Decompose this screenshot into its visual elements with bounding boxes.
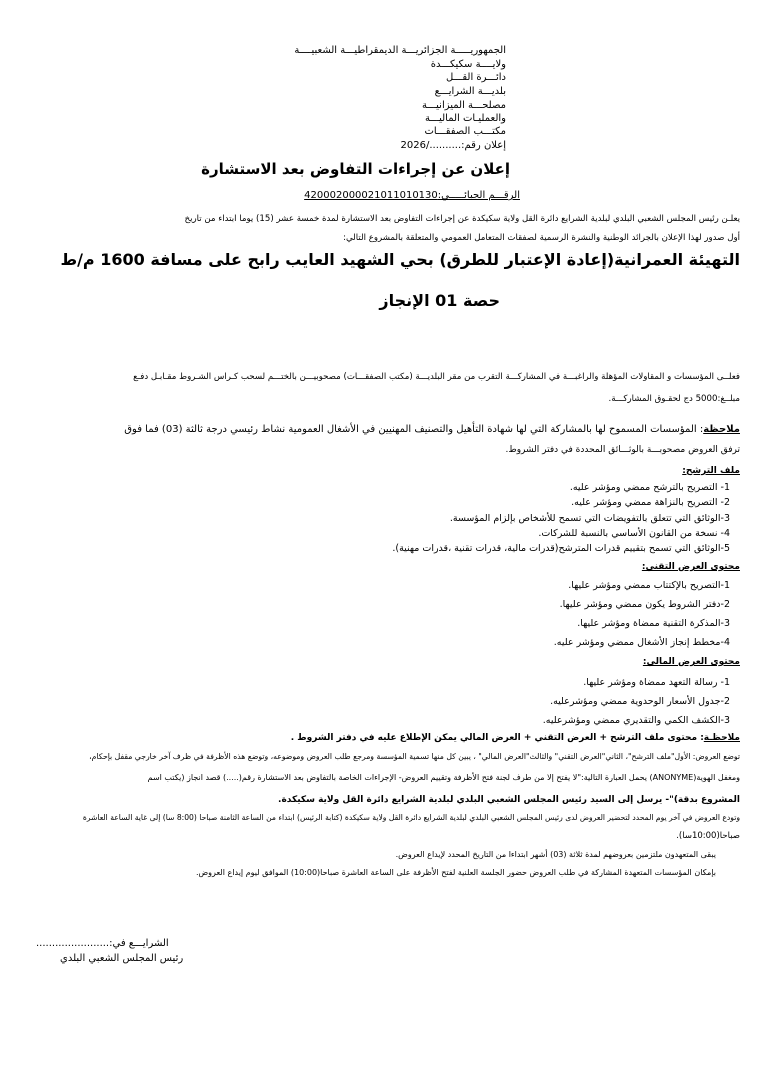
header-service: مصلحـــة الميزانيـــة [422, 100, 506, 111]
note-line [124, 424, 740, 435]
technical-heading: محتوى العرض التقني: [641, 562, 740, 572]
note-text: : المؤسسات المسموح لها بالمشاركة التي لها شهادة التأهيل والتصنيف المهنيين في الأشغال العمومية نشاط رئيسي درجة ثالثة (03) فما فوق [124, 424, 704, 435]
remark-text: : محتوى ملف الترشح + العرض التقني + العرض المالي يمكن الإطلاع عليه في دفتر الشروط . [290, 733, 704, 743]
validity-text: يبقى المتعهدون ملتزمين بعروضهم لمدة ثلاثة (03) أشهر ابتداءا من التاريخ المحدد لإيداع العروض. [395, 850, 716, 859]
technical-item: 2-دفتر الشروط يكون ممضي ومؤشر عليها. [559, 599, 730, 610]
technical-item: 4-مخطط إنجاز الأشغال ممضي ومؤشر عليه. [553, 637, 730, 648]
header-office: مكتـــب الصفقـــات [424, 126, 506, 137]
header-operations: والعمليـات الماليـــة [424, 113, 506, 124]
technical-item: 3-المذكرة التقنية ممضاة ومؤشر عليها. [577, 618, 730, 629]
remark-line [291, 733, 740, 743]
technical-item: 1-التصريح بالإكتتاب ممضي ومؤشر عليها. [568, 580, 730, 591]
candidacy-item: 2- التصريح بالنزاهة ممضي ومؤشر عليه. [571, 497, 730, 508]
financial-item: 3-الكشف الكمي والتقديري ممضي ومؤشرعليه. [542, 715, 730, 726]
signature-role: رئيس المجلس الشعبي البلدي [60, 953, 184, 964]
invite-line-2: مبلــغ:5000 دج لحقـوق المشاركـــة. [608, 394, 740, 404]
placement-line-1: توضع العروض: الأول"ملف الترشح"، الثاني"العرض التقني" والثالث"العرض المالي" ، يبين كل منها تسمية المؤسسة ومرجع طلب العروض وموضوعه، وتوضع هذه الأظرفة في ظرف آخر خارجي مقفل بإحكام، [89, 752, 740, 761]
candidacy-item: 3-الوثائق التي تتعلق بالتفويضات التي تسمح للأشخاص بإلزام المؤسسة. [449, 513, 730, 524]
opening-text: بإمكان المؤسسات المتعهدة المشاركة في طلب العروض حضور الجلسة العلنية لفتح الأظرفة على الساعة العاشرة صباحا(10:00) الموافق ليوم إيداع العروض. [195, 868, 716, 877]
placement-line-2: ومغفل الهوية(ANONYME) يحمل العبارة التالية:"لا يفتح إلا من طرف لجنة فتح الأظرفة وتقييم العروض- الإجراءات الخاصة بالتفاوض بعد الاستشارة رقم(.....) قصد انجاز (يكتب اسم [147, 773, 740, 782]
page-title: إعلان عن إجراءات التفاوض بعد الاستشارة [201, 160, 510, 178]
header-wilaya: ولايــــة سكيكـــدة [430, 59, 506, 70]
intro-line-2: أول صدور لهذا الإعلان بالجرائد الوطنية والنشرة الرسمية لصفقات المتعامل العمومي والمتعلقة بالمشروع التالي: [343, 233, 740, 243]
announcement-number: إعلان رقم:........../2026 [400, 140, 506, 151]
remark-label: ملاحظـة [703, 733, 740, 743]
lot-title: حصة 01 الإنجاز [379, 291, 500, 310]
intro-line-1: يعلـن رئيس المجلس الشعبي البلدي لبلدية الشرايع دائرة القل ولاية سكيكدة عن إجراءات التفاوض بعد الاستشارة لمدة خمسة عشر (15) يوما ابتداء من تاريخ [184, 214, 740, 224]
candidacy-item: 1- التصريح بالترشح ممضي ومؤشر عليه. [569, 482, 730, 493]
financial-item: 1- رسالة التعهد ممضاة ومؤشر عليها. [583, 677, 730, 688]
header-daira: دائـــرة القـــل [446, 72, 506, 83]
deposit-line-2: صباحا(10:00سا). [676, 831, 740, 841]
financial-item: 2-جدول الأسعار الوحدوية ممضي ومؤشرعليه. [550, 696, 730, 707]
signature-place: الشرايـــع في:....................... [36, 938, 169, 949]
candidacy-item: 4- نسخة من القانون الأساسي بالنسبة للشركات. [538, 528, 730, 539]
header-commune: بلديـــة الشرايـــع [434, 86, 506, 97]
header-republic: الجمهوريـــــة الجزائريـــة الديمقراطيـــة الشعبيــــة [294, 45, 506, 56]
note-label: ملاحظة [703, 424, 740, 435]
candidacy-heading: ملف الترشح: [682, 466, 740, 476]
invite-line-1: فعلــى المؤسسات و المقاولات المؤهلة والراغبـــة في المشاركـــة التقرب من مقر البلديـــة (مكتب الصفقـــات) مصحوبيـــن بالختـــم لسحب كـراس الشـروط مقـابـل دفـع [133, 372, 740, 382]
financial-heading: محتوى العرض المالي: [642, 657, 740, 667]
candidacy-item: 5-الوثائق التي تسمح بتقييم قدرات المترشح(قدرات مالية، قدرات تقنية ،قدرات مهنية). [392, 543, 730, 554]
placement-line-3: المشروع بدقة)"- يرسل إلى السيد رئيس المجلس الشعبي البلدي لبلدية الشرايع دائرة القل ولاية سكيكدة. [278, 795, 740, 805]
project-title: التهيئة العمرانية(إعادة الإعتبار للطرق) بحي الشهيد العايب رابح على مسافة 1600 م/ط [60, 250, 740, 269]
fiscal-number: الرقـــم الجبائـــــي:420002000021011010130 [304, 190, 520, 201]
deposit-line-1: وتودع العروض في آخر يوم المحدد لتحضير العروض لدى رئيس المجلس الشعبي البلدي لبلدية الشرايع دائرة القل ولاية سكيكدة (كتابة الرئيس) ابتداء من الساعة الثامنة صباحا (8:00 سا) إلى غاية الساعة العاشرة [82, 813, 740, 822]
note-sub: ترفق العروض مصحوبـــة بالوثـــائق المحددة في دفتر الشروط. [505, 445, 740, 455]
